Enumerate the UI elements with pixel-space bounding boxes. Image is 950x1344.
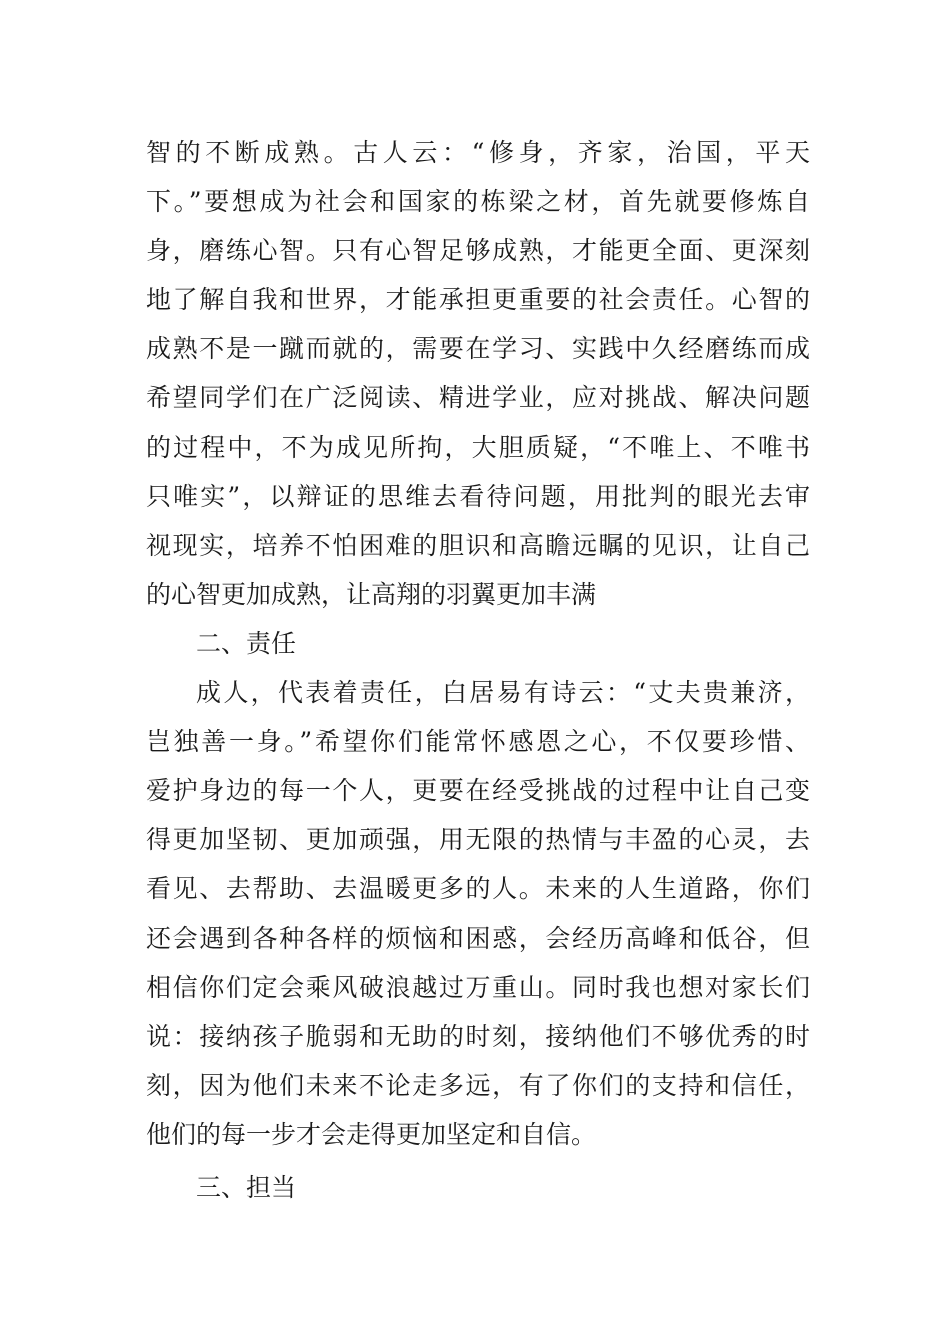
text-line: 岂独善一身。”希望你们能常怀感恩之心，不仅要珍惜、	[146, 727, 810, 757]
text-line: 说：接纳孩子脆弱和无助的时刻，接纳他们不够优秀的时	[146, 1021, 810, 1051]
text-line: 成人，代表着责任，白居易有诗云：“丈夫贵兼济，	[196, 678, 810, 708]
section-heading-commitment: 三、担当	[196, 1172, 297, 1202]
text-line: 下。”要想成为社会和国家的栋梁之材，首先就要修炼自	[146, 187, 810, 217]
text-line: 他们的每一步才会走得更加坚定和自信。	[146, 1119, 597, 1149]
text-line: 视现实，培养不怕困难的胆识和高瞻远瞩的见识，让自己	[146, 530, 810, 560]
text-line: 成熟不是一蹴而就的，需要在学习、实践中久经磨练而成	[146, 334, 810, 364]
text-line: 看见、去帮助、去温暖更多的人。未来的人生道路，你们	[146, 874, 810, 904]
text-line: 的心智更加成熟，让高翔的羽翼更加丰满	[146, 579, 597, 609]
text-line: 希望同学们在广泛阅读、精进学业，应对挑战、解决问题	[146, 383, 810, 413]
text-line: 身，磨练心智。只有心智足够成熟，才能更全面、更深刻	[146, 236, 810, 266]
text-line: 的过程中，不为成见所拘，大胆质疑，“不唯上、不唯书	[146, 432, 810, 462]
text-line: 还会遇到各种各样的烦恼和困惑，会经历高峰和低谷，但	[146, 923, 810, 953]
text-line: 相信你们定会乘风破浪越过万重山。同时我也想对家长们	[146, 972, 810, 1002]
text-line: 只唯实”，以辩证的思维去看待问题，用批判的眼光去审	[146, 481, 810, 511]
body-text	[146, 128, 810, 1212]
section-heading-responsibility: 二、责任	[196, 628, 297, 658]
text-line: 爱护身边的每一个人，更要在经受挑战的过程中让自己变	[146, 776, 810, 806]
text-line: 得更加坚韧、更加顽强，用无限的热情与丰盈的心灵，去	[146, 825, 810, 855]
text-line: 刻，因为他们未来不论走多远，有了你们的支持和信任，	[146, 1070, 810, 1100]
text-line: 地了解自我和世界，才能承担更重要的社会责任。心智的	[146, 285, 810, 315]
text-line: 智的不断成熟。古人云：“修身，齐家，治国，平天	[146, 138, 810, 167]
